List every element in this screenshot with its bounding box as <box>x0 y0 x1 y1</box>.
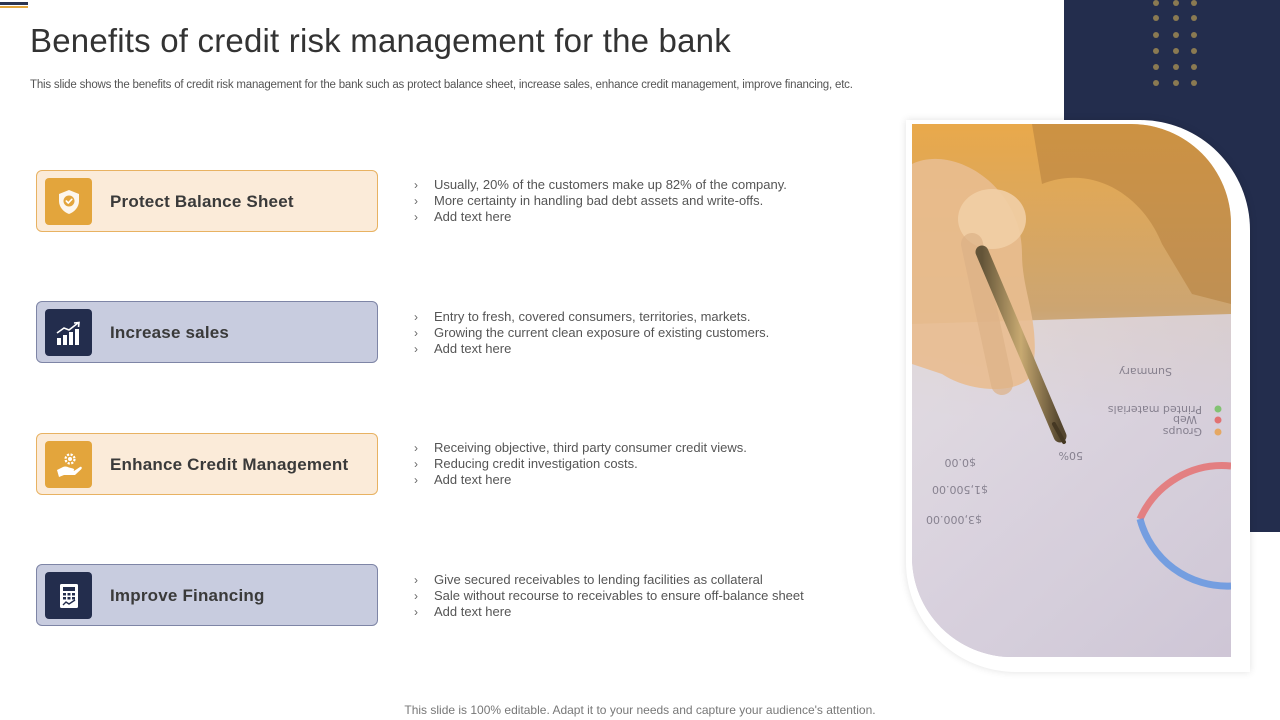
list-item: › Receiving objective, third party consumer credit views. <box>414 440 747 455</box>
list-item: › Growing the current clean exposure of existing customers. <box>414 325 770 340</box>
page-subtitle: This slide shows the benefits of credit risk management for the bank such as protect balance sheet, increase sales, enhance credit management, improve financing, etc. <box>30 79 853 91</box>
chevron-right-icon: › <box>414 441 418 455</box>
chevron-right-icon: › <box>414 573 418 587</box>
top-accent-bar-gold <box>0 6 28 8</box>
list-item: › Add text here <box>414 209 512 224</box>
chevron-right-icon: › <box>414 178 418 192</box>
svg-text:$3,000.00: $3,000.00 <box>926 513 982 526</box>
svg-text:$1,500.00: $1,500.00 <box>932 483 988 496</box>
benefit-card-protect-balance-sheet <box>36 170 378 232</box>
chevron-right-icon: › <box>414 605 418 619</box>
svg-text:50%: 50% <box>1058 449 1083 462</box>
svg-text:Printed materials: Printed materials <box>1107 403 1202 416</box>
svg-text:Web: Web <box>1173 413 1197 426</box>
benefit-points-3 <box>414 440 884 488</box>
bar-chart-growth-icon <box>45 309 92 356</box>
page-title: Benefits of credit risk management for the bank <box>30 22 731 59</box>
benefit-card-improve-financing <box>36 564 378 626</box>
chevron-right-icon: › <box>414 326 418 340</box>
list-item: › More certainty in handling bad debt assets and write-offs. <box>414 193 764 208</box>
chevron-right-icon: › <box>414 457 418 471</box>
chevron-right-icon: › <box>414 310 418 324</box>
svg-text:$0.00: $0.00 <box>944 456 976 469</box>
list-item: › Give secured receivables to lending facilities as collateral <box>414 572 763 587</box>
list-item: › Usually, 20% of the customers make up 82% of the company. <box>414 177 787 192</box>
benefit-label: Protect Balance Sheet <box>110 192 294 211</box>
list-item: › Sale without recourse to receivables to ensure off-balance sheet <box>414 588 804 603</box>
chevron-right-icon: › <box>414 210 418 224</box>
benefit-points-1 <box>414 177 884 225</box>
list-item: › Add text here <box>414 472 512 487</box>
hand-gear-icon <box>45 441 92 488</box>
chevron-right-icon: › <box>414 342 418 356</box>
benefit-label: Improve Financing <box>110 586 265 605</box>
benefit-label: Increase sales <box>110 323 230 342</box>
list-item: › Reducing credit investigation costs. <box>414 456 638 471</box>
benefit-card-enhance-credit-management <box>36 433 378 495</box>
chevron-right-icon: › <box>414 589 418 603</box>
chevron-right-icon: › <box>414 473 418 487</box>
chevron-right-icon: › <box>414 194 418 208</box>
svg-text:Groups: Groups <box>1162 425 1202 438</box>
benefit-card-increase-sales <box>36 301 378 363</box>
footer-note: This slide is 100% editable. Adapt it to your needs and capture your audience's attention. <box>404 703 876 717</box>
list-item: › Add text here <box>414 604 512 619</box>
benefit-label: Enhance Credit Management <box>110 455 349 474</box>
shield-check-icon <box>45 178 92 225</box>
list-item: › Entry to fresh, covered consumers, territories, markets. <box>414 309 751 324</box>
top-accent-bar <box>0 2 28 5</box>
svg-text:Summary: Summary <box>1118 365 1172 378</box>
benefit-points-2 <box>414 309 884 357</box>
dot-grid-decor <box>1150 0 1200 92</box>
hand-pen-document-photo <box>912 124 1231 657</box>
list-item: › Add text here <box>414 341 512 356</box>
document-calculator-icon <box>45 572 92 619</box>
benefit-points-4 <box>414 572 884 620</box>
